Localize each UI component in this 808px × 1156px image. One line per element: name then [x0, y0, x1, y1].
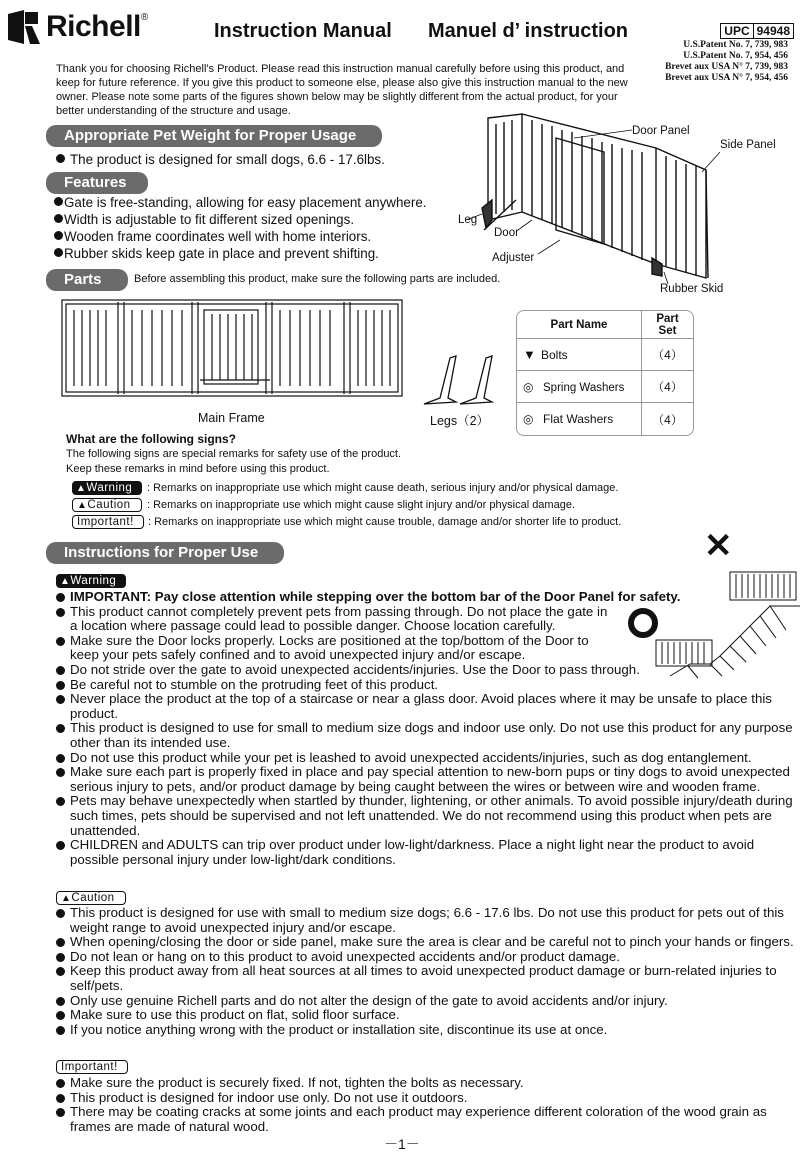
warning-badge-label: Warning: [70, 575, 117, 587]
list-item: CHILDREN and ADULTS can trip over product under low-light/darkness. Place a night light near the product to avoid possible personal injury under low-light/dark conditions.: [56, 838, 796, 867]
main-frame-label: Main Frame: [198, 411, 265, 425]
table-row: [517, 403, 693, 435]
list-item: Pets may behave unexpectedly when startled by thunder, lightening, or other animals. To avoid possible injury/death during such times, pets should be supervised and not left unattended. We do not recommend using this product when pets are unattended.: [56, 794, 796, 838]
feature-text: Gate is free-standing, allowing for easy placement anywhere.: [64, 195, 427, 210]
part-name: Spring Washers: [543, 381, 625, 394]
part-set: （4）: [641, 339, 693, 371]
list-item: Do not use this product while your pet is leashed to avoid unexpected accidents/injuries, such as dog entanglement.: [56, 751, 796, 766]
feature-text: Wooden frame coordinates well with home interiors.: [64, 229, 372, 244]
list-item: Do not lean or hang on to this product to avoid unexpected accidents and/or product damage.: [56, 950, 796, 965]
ng-mark: ✕: [704, 527, 733, 565]
upc-box: [720, 23, 794, 39]
title-french: Manuel d’ instruction: [428, 20, 629, 42]
table-row: [517, 371, 693, 403]
sign-row-warning: [72, 481, 618, 495]
col-part-set: Part Set: [641, 311, 693, 339]
list-item: This product is designed for indoor use only. Do not use it outdoors.: [56, 1091, 796, 1106]
sign-row-caution: [72, 498, 575, 512]
feature-item: [54, 228, 426, 245]
list-item: When opening/closing the door or side panel, make sure the area is clear and be careful not to pinch your hands or fingers.: [56, 935, 796, 950]
flat-washer-icon: ◎: [523, 412, 534, 426]
brand-name: Richell: [46, 10, 141, 43]
list-item: Keep this product away from all heat sources at all times to avoid unexpected product damage or burn-related injuries to self/pets.: [56, 964, 796, 993]
warning-sign: [72, 481, 142, 495]
list-item: If you notice anything wrong with the product or installation site, discontinue its use at once.: [56, 1023, 796, 1038]
list-item: This product cannot completely prevent pets from passing through. Do not place the gate in a location where passage could lead to possible danger. Choose location carefully.: [56, 605, 616, 634]
label-leg: Leg: [458, 214, 478, 226]
instructions-heading: Instructions for Proper Use: [46, 542, 284, 564]
signs-desc-1: The following signs are special remarks for safety use of the product.: [66, 448, 402, 460]
patent-line: Brevet aux USA N° 7, 954, 456: [665, 73, 788, 83]
caution-badge: [56, 891, 126, 905]
list-item: Make sure to use this product on flat, solid floor surface.: [56, 1008, 796, 1023]
gate-diagram: [456, 108, 796, 300]
label-adjuster: Adjuster: [492, 252, 535, 264]
important-badge: Important!: [56, 1060, 128, 1074]
features-heading: Features: [46, 172, 148, 194]
caution-badge-label: Caution: [71, 892, 115, 904]
part-name: Bolts: [541, 348, 568, 362]
intro-paragraph: Thank you for choosing Richell's Product. Please read this instruction manual carefully before using this product, and keep for future reference. If you give this product to someone else, please also give this instruction manual to the new owner. Please note some parts of the figures shown below may be slightly different from the actual product, for your better understanding of the structure and usage.: [56, 63, 628, 117]
upc-label: UPC: [720, 23, 753, 39]
parts-table-header: [517, 311, 693, 339]
weight-heading: Appropriate Pet Weight for Proper Usage: [46, 125, 382, 147]
brand-logo: [8, 10, 148, 44]
main-frame-drawing: [60, 296, 406, 404]
warning-triangle-icon: ▲: [76, 483, 87, 494]
legs-drawing: [420, 348, 500, 410]
weight-text: [56, 151, 385, 168]
page-number: －1－: [384, 1136, 420, 1152]
signs-desc-2: Keep these remarks in mind before using this product.: [66, 463, 330, 475]
legs-label: Legs（2）: [430, 414, 490, 428]
important-sign-text: : Remarks on inappropriate use which might cause trouble, damage and/or shorter life to product.: [148, 516, 622, 528]
part-set: （4）: [641, 371, 693, 403]
part-name: Flat Washers: [543, 412, 614, 426]
caution-triangle-icon: ▲: [77, 500, 88, 511]
feature-item: [54, 245, 426, 262]
table-row: [517, 339, 693, 371]
label-side-panel: Side Panel: [720, 139, 776, 151]
feature-text: Rubber skids keep gate in place and prevent shifting.: [64, 246, 379, 261]
warning-list: [56, 590, 796, 867]
parts-table: [516, 310, 694, 436]
label-rubber-skid: Rubber Skid: [660, 283, 724, 295]
list-item: Make sure the product is securely fixed. If not, tighten the bolts as necessary.: [56, 1076, 796, 1091]
important-badge-wrap: [56, 1057, 128, 1075]
registered-mark: ®: [140, 11, 149, 23]
important-list: [56, 1076, 796, 1134]
col-part-name: Part Name: [517, 311, 641, 339]
warning-badge: [56, 574, 126, 588]
list-item: Do not stride over the gate to avoid unexpected accidents/injuries. Use the Door to pass through.: [56, 663, 796, 678]
list-item: Be careful not to stumble on the protruding feet of this product.: [56, 678, 796, 693]
weight-text-label: The product is designed for small dogs, 6.6 - 17.6lbs.: [70, 152, 385, 167]
list-item: This product is designed to use for small to medium size dogs and indoor use only. Do not use this product for any purpose other than its intended use.: [56, 721, 796, 750]
caution-sign-label: Caution: [87, 499, 131, 511]
important-sign: Important!: [72, 515, 144, 529]
features-list: [54, 194, 426, 262]
patent-list: [665, 40, 788, 84]
warning-sign-label: Warning: [86, 482, 133, 494]
list-item: There may be coating cracks at some joints and each product may experience different coloration of the wood grain as frames are made of natural wood.: [56, 1105, 796, 1134]
caution-badge-wrap: [56, 888, 126, 906]
list-item: Make sure the Door locks properly. Locks are positioned at the top/bottom of the Door to keep your pets safely confined and to avoid unexpected injury and/or escape.: [56, 634, 616, 663]
label-door-panel: Door Panel: [632, 125, 690, 137]
richell-logo-icon: [8, 10, 40, 44]
list-item: Make sure each part is properly fixed in place and pay special attention to new-born pups or tiny dogs to avoid unexpected serious injury to pets, and/or product damage by being caught between the wires or between wire and wooden frame.: [56, 765, 796, 794]
list-item: Never place the product at the top of a staircase or near a glass door. Avoid places where it may be unsafe to place this product.: [56, 692, 796, 721]
patent-line: Brevet aux USA N° 7, 739, 983: [665, 62, 788, 72]
part-set: （4）: [641, 403, 693, 435]
parts-note: Before assembling this product, make sure the following parts are included.: [134, 273, 501, 285]
bolt-icon: ▼: [523, 347, 536, 362]
list-item: IMPORTANT: Pay close attention while stepping over the bottom bar of the Door Panel for safety.: [56, 590, 796, 605]
warning-sign-text: : Remarks on inappropriate use which might cause death, serious injury and/or physical damage.: [147, 482, 619, 494]
patent-line: U.S.Patent No. 7, 739, 983: [683, 40, 788, 50]
upc-code: 94948: [754, 23, 794, 39]
warning-triangle-icon: ▲: [60, 576, 71, 587]
feature-item: [54, 194, 426, 211]
caution-sign: [72, 498, 142, 512]
list-item: This product is designed for use with small to medium size dogs; 6.6 - 17.6 lbs. Do not use this product for pets out of this weight range to avoid unexpected injury and/or escape.: [56, 906, 796, 935]
patent-line: U.S.Patent No. 7, 954, 456: [683, 51, 788, 61]
label-door: Door: [494, 227, 519, 239]
sign-row-important: [72, 515, 621, 529]
warning-badge-wrap: [56, 571, 126, 589]
signs-heading: What are the following signs?: [66, 432, 237, 446]
feature-text: Width is adjustable to fit different sized openings.: [64, 212, 355, 227]
caution-list: [56, 906, 796, 1037]
title-english: Instruction Manual: [214, 20, 392, 42]
caution-sign-text: : Remarks on inappropriate use which might cause slight injury and/or physical damage.: [147, 499, 575, 511]
spring-washer-icon: ◎: [523, 379, 534, 394]
parts-heading: Parts: [46, 269, 128, 291]
feature-item: [54, 211, 426, 228]
caution-triangle-icon: ▲: [61, 893, 72, 904]
list-item: Only use genuine Richell parts and do not alter the design of the gate to avoid accidents and/or injury.: [56, 994, 796, 1009]
